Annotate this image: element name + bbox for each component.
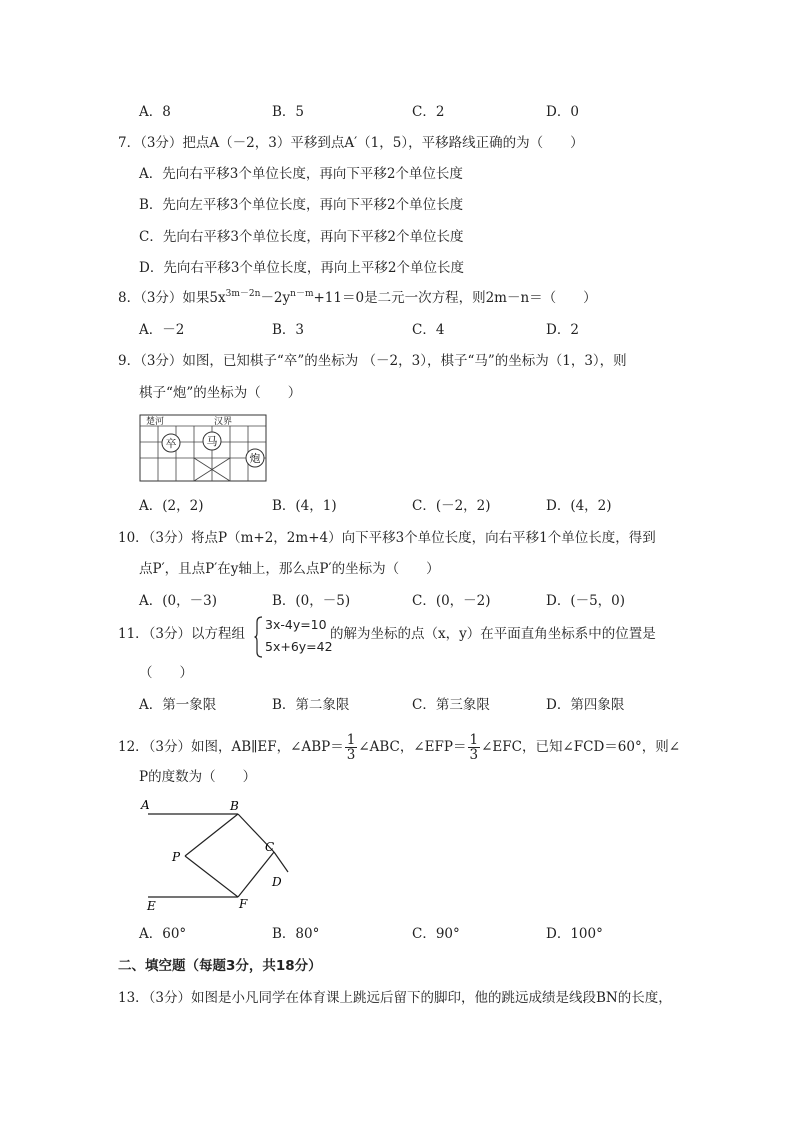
q6-option-d: D．0 bbox=[546, 104, 579, 120]
q8-suffix: +11＝0是二元一次方程，则2m－n＝（ ） bbox=[313, 290, 597, 306]
q10-stem-line1: 10．（3分）将点P（m+2，2m+4）向下平移3个单位长度，向右平移1个单位长度，得到 bbox=[118, 530, 656, 546]
q12-fraction-1-num: 1 bbox=[346, 732, 356, 748]
q8-prefix: 8．（3分）如果5x bbox=[118, 290, 226, 306]
q11-equation-2: 5x+6y=42 bbox=[265, 639, 333, 654]
parallel-lines-figure bbox=[138, 794, 298, 918]
q12-mid1: ∠ABC，∠EFP＝ bbox=[358, 739, 467, 755]
q13-stem: 13．（3分）如图是小凡同学在体育课上跳远后留下的脚印，他的跳远成绩是线段BN的长度， bbox=[118, 990, 672, 1006]
q8-option-a: A．－2 bbox=[139, 322, 185, 338]
point-label-e: E bbox=[147, 899, 156, 913]
chessboard-figure bbox=[138, 412, 270, 484]
q12-stem-line1 bbox=[118, 731, 680, 763]
q10-option-b: B．(0，－5) bbox=[272, 593, 351, 609]
q12-fraction-1 bbox=[345, 733, 358, 762]
q12-mid2: ∠EFC，已知∠FCD＝60°，则∠ bbox=[481, 739, 681, 755]
q9-stem-line1: 9．（3分）如图，已知棋子“卒”的坐标为 （－2，3），棋子“马”的坐标为（1，3），则 bbox=[118, 353, 627, 369]
q8-option-c: C．4 bbox=[412, 322, 445, 338]
chess-label-hanjie: 汉界 bbox=[214, 417, 233, 427]
q12-fraction-2-num: 1 bbox=[469, 732, 479, 748]
q12-fraction-1-den: 3 bbox=[346, 747, 356, 763]
q11-paren: （ ） bbox=[139, 665, 193, 681]
q9-stem-line2: 棋子“炮”的坐标为（ ） bbox=[139, 385, 302, 401]
q7-option-c: C．先向右平移3个单位长度，再向下平移2个单位长度 bbox=[139, 229, 464, 245]
q6-option-c: C．2 bbox=[412, 104, 445, 120]
chess-piece-ma-label: 马 bbox=[206, 435, 218, 448]
q12-fraction-2-den: 3 bbox=[469, 747, 479, 763]
q8-option-d: D．2 bbox=[546, 322, 579, 338]
q11-brace-icon bbox=[254, 616, 264, 658]
q9-option-a: A．(2，2) bbox=[139, 498, 204, 514]
q7-option-b: B．先向左平移3个单位长度，再向下平移2个单位长度 bbox=[139, 197, 464, 213]
point-label-d: D bbox=[272, 875, 282, 889]
q10-option-c: C．(0，－2) bbox=[412, 593, 491, 609]
q12-stem-line2: P的度数为（ ） bbox=[139, 769, 257, 785]
point-label-p: P bbox=[172, 850, 181, 864]
q7-stem: 7．（3分）把点A（－2，3）平移到点A′（1，5），平移路线正确的为（ ） bbox=[118, 135, 584, 151]
q11-option-c: C．第三象限 bbox=[412, 697, 490, 713]
section-title: 二、填空题（每题3分，共18分） bbox=[118, 958, 322, 974]
q11-equation-1: 3x-4y=10 bbox=[265, 617, 327, 632]
q12-prefix: 12．（3分）如图，AB∥EF，∠ABP＝ bbox=[118, 739, 344, 755]
q12-option-c: C．90° bbox=[412, 926, 460, 942]
q8-exponent-1: 3m－2n bbox=[225, 289, 261, 299]
q11-option-b: B．第二象限 bbox=[272, 697, 350, 713]
q10-option-d: D．(－5，0) bbox=[546, 593, 626, 609]
q12-option-b: B．80° bbox=[272, 926, 320, 942]
q9-option-d: D．(4，2) bbox=[546, 498, 612, 514]
q6-option-a: A．8 bbox=[139, 104, 171, 120]
q8-mid: －2y bbox=[260, 290, 291, 306]
q8-stem bbox=[118, 290, 597, 306]
q10-stem-line2: 点P′，且点P′在y轴上，那么点P′的坐标为（ ） bbox=[139, 561, 440, 577]
chess-label-chuhe: 楚河 bbox=[146, 417, 165, 427]
q11-option-a: A．第一象限 bbox=[139, 697, 217, 713]
q11-option-d: D．第四象限 bbox=[546, 697, 625, 713]
q12-option-d: D．100° bbox=[546, 926, 603, 942]
q10-option-a: A．(0，－3) bbox=[139, 593, 217, 609]
q7-option-a: A．先向右平移3个单位长度，再向下平移2个单位长度 bbox=[139, 166, 463, 182]
q9-option-b: B．(4，1) bbox=[272, 498, 337, 514]
point-label-a: A bbox=[141, 798, 150, 812]
q11-suffix: 的解为坐标的点（x，y）在平面直角坐标系中的位置是 bbox=[330, 626, 656, 642]
point-label-f: F bbox=[239, 897, 248, 911]
q7-option-d: D．先向右平移3个单位长度，再向上平移2个单位长度 bbox=[139, 260, 465, 276]
point-label-b: B bbox=[230, 799, 239, 813]
q6-option-b: B．5 bbox=[272, 104, 305, 120]
chess-piece-pao-label: 炮 bbox=[249, 452, 261, 465]
q8-exponent-2: n－m bbox=[290, 289, 314, 299]
q12-fraction-2 bbox=[468, 733, 481, 762]
chess-piece-zu-label: 卒 bbox=[165, 437, 177, 450]
q12-option-a: A．60° bbox=[139, 926, 187, 942]
q11-prefix: 11．（3分）以方程组 bbox=[118, 626, 246, 642]
q8-option-b: B．3 bbox=[272, 322, 305, 338]
q9-option-c: C．(－2，2) bbox=[412, 498, 491, 514]
point-label-c: C bbox=[265, 840, 275, 854]
